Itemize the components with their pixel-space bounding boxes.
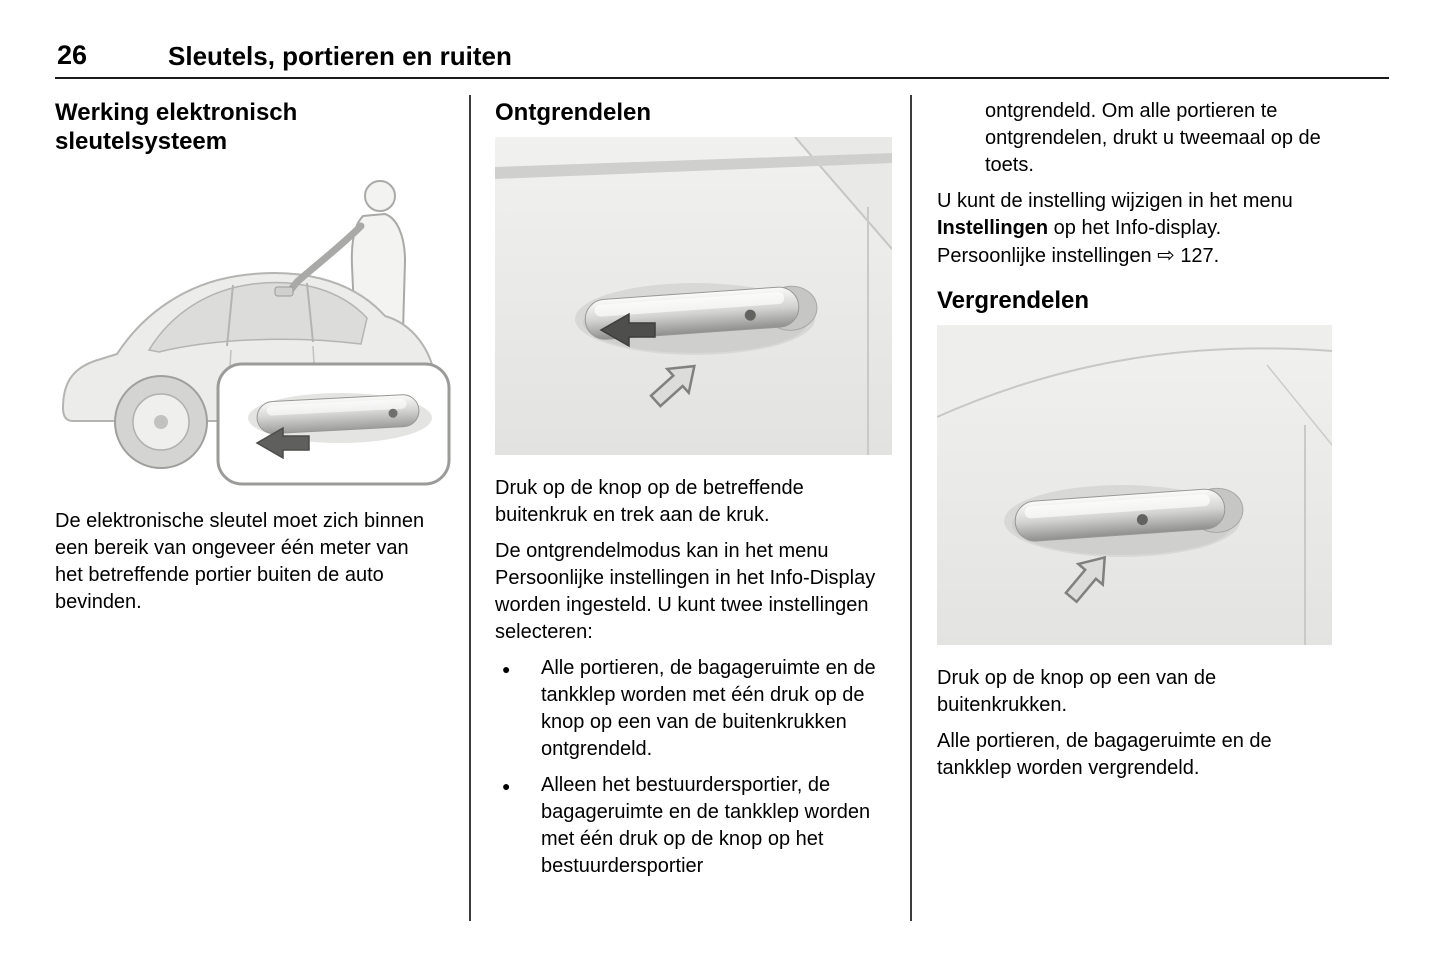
column-2 [495, 98, 892, 889]
key-system-figure [55, 166, 457, 488]
unlock-figure [495, 137, 892, 455]
chapter-title: Sleutels, portieren en ruiten [168, 41, 512, 71]
key-range-paragraph: De elektronische sleutel moet zich binnen een bereik van ongeveer één meter van het betreffende portier buiten de auto bevinden. [55, 510, 425, 613]
column-divider-2 [910, 95, 912, 921]
page-number: 26 [57, 40, 88, 70]
column-3 [937, 98, 1332, 791]
unlock-options-list [495, 655, 892, 880]
settings-text-continued: op het Info-display. Persoonlijke instellingen [937, 217, 1222, 267]
lock-result-paragraph: Alle portieren, de bagageruimte en de tankklep worden vergrendeld. [937, 730, 1272, 779]
settings-paragraph [937, 188, 1332, 270]
list-item: ● Alle portieren, de bagageruimte en de tankklep worden met één druk op de knop op een van de buitenkrukken ontgrendeld. [495, 655, 892, 763]
front-wheel [115, 376, 207, 468]
unlock-continued-paragraph: ontgrendeld. Om alle portieren te ontgrendelen, drukt u tweemaal op de toets. [985, 100, 1321, 176]
settings-text: U kunt de instelling wijzigen in het menu [937, 190, 1293, 212]
section-heading-unlock: Ontgrendelen [495, 99, 652, 126]
lock-figure [937, 325, 1332, 645]
page-reference-number: 127. [1180, 245, 1220, 267]
car-key-illustration [55, 166, 455, 488]
header-rule [55, 77, 1389, 79]
handle-detail-inset [218, 364, 449, 484]
door-handle-lock-photo [937, 325, 1332, 645]
unlock-instruction-paragraph: Druk op de knop op de betreffende buitenkruk en trek aan de kruk. [495, 477, 804, 526]
settings-menu-name: Instellingen [937, 217, 1049, 239]
column-1 [55, 98, 457, 625]
column-divider-1 [469, 95, 471, 921]
door-handle-unlock-photo [495, 137, 892, 455]
section-heading-key-system: Werking elektronisch sleutelsysteem [55, 99, 298, 155]
list-item: ● Alleen het bestuurdersportier, de bagageruimte en de tankklep worden met één druk op de knop op het bestuurdersportier [495, 772, 892, 880]
section-heading-lock: Vergrendelen [937, 287, 1090, 314]
lock-instruction-paragraph: Druk op de knop op een van de buitenkrukken. [937, 667, 1217, 716]
page-reference-icon: ⇨ [1157, 244, 1175, 267]
unlock-mode-paragraph: De ontgrendelmodus kan in het menu Persoonlijke instellingen in het Info-Display worden ingesteld. U kunt twee instellingen selecteren: [495, 540, 876, 643]
